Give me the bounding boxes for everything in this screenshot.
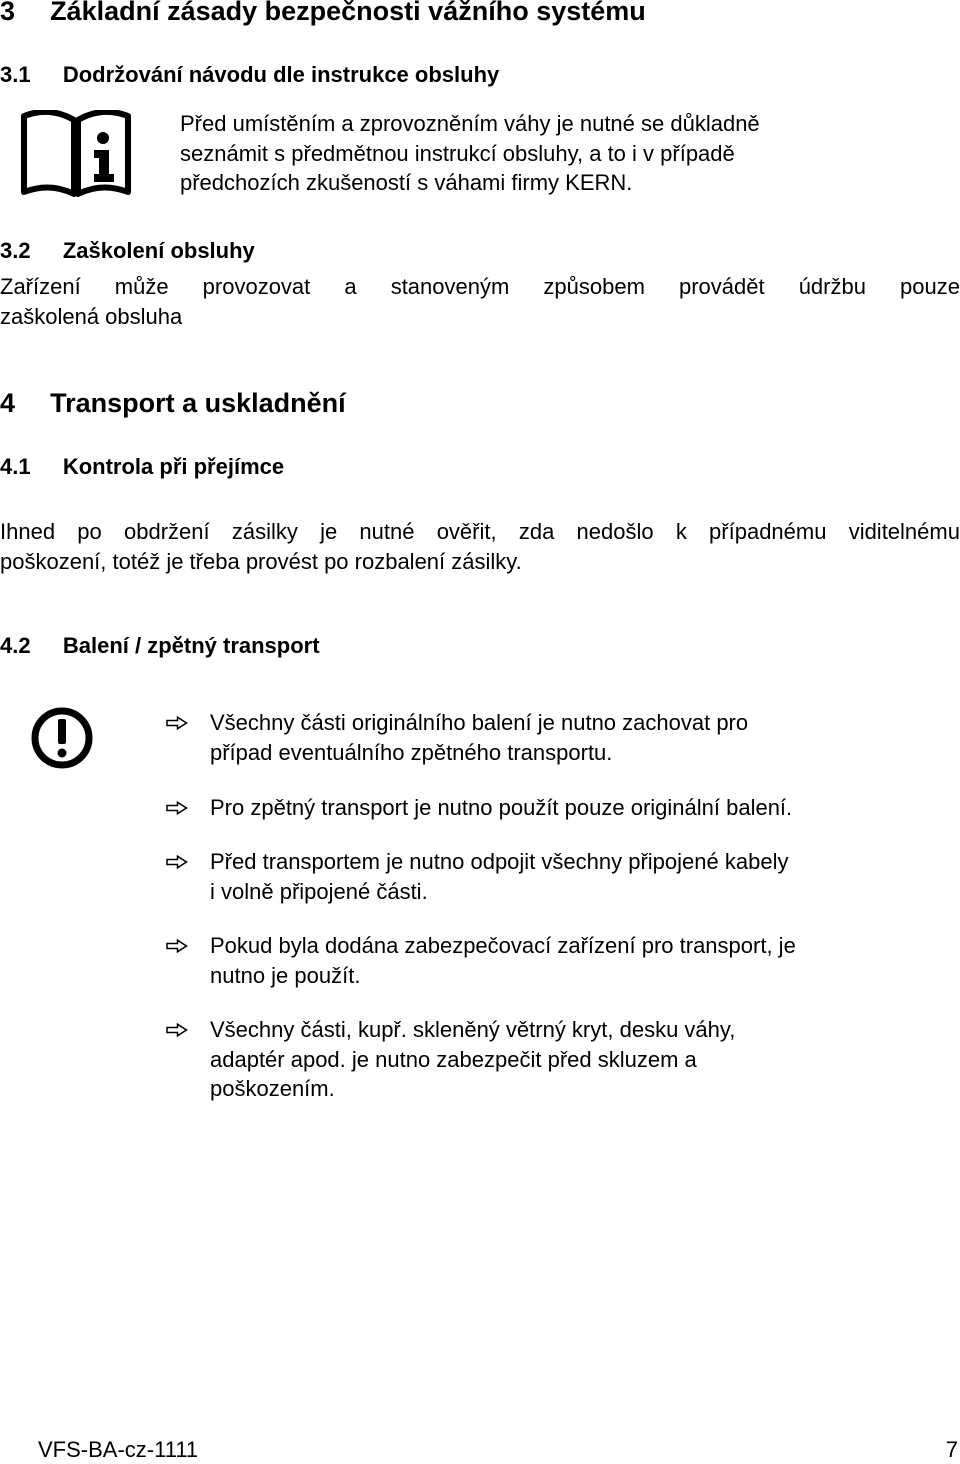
word: provozovat — [202, 274, 311, 299]
subsection-3-1-heading — [0, 62, 499, 88]
subsection-number: 3.1 — [0, 62, 31, 87]
section-number: 3 — [0, 0, 16, 26]
section-4-heading — [0, 388, 346, 419]
word: po — [77, 519, 102, 544]
subsection-number: 4.1 — [0, 454, 31, 479]
word: Ihned — [0, 519, 56, 544]
manual-info-icon — [20, 110, 132, 198]
subsection-title: Zaškolení obsluhy — [62, 238, 255, 263]
word: je — [320, 519, 338, 544]
subsection-3-2-heading — [0, 238, 255, 264]
list-item-line: Všechny části originálního balení je nutno zachovat pro — [210, 710, 749, 735]
word: může — [114, 274, 169, 299]
section-3-heading — [0, 0, 646, 27]
list-item-line: Pro zpětný transport je nutno použít pouze originální balení. — [210, 795, 793, 820]
footer-page-number: 7 — [945, 1437, 958, 1462]
subsection-title: Balení / zpětný transport — [62, 633, 320, 658]
arrow-bullet-icon — [166, 801, 188, 815]
word: nutné — [359, 519, 415, 544]
word: zásilky — [231, 519, 298, 544]
list-item-line: Všechny části, kupř. skleněný větrný kryt, desku váhy, — [210, 1017, 736, 1042]
arrow-bullet-icon — [166, 1023, 188, 1037]
word: a — [344, 274, 357, 299]
subsection-number: 3.2 — [0, 238, 31, 263]
list-item — [210, 847, 788, 906]
subsection-4-1-line-2: poškození, totéž je třeba provést po rozbalení zásilky. — [0, 549, 522, 574]
list-item — [210, 793, 792, 823]
subsection-title: Dodržování návodu dle instrukce obsluhy — [62, 62, 500, 87]
list-item — [210, 931, 796, 990]
subsection-4-1-line-1 — [0, 519, 960, 545]
word: provádět — [678, 274, 765, 299]
footer-doc-id: VFS-BA-cz-1111 — [38, 1437, 199, 1462]
list-item-line: adaptér apod. je nutno zabezpečit před skluzem a — [210, 1046, 697, 1072]
section-title: Základní zásady bezpečnosti vážního systému — [50, 0, 646, 26]
word: pouze — [900, 274, 960, 299]
word: k — [675, 519, 687, 544]
subsection-title: Kontrola při přejímce — [62, 454, 285, 479]
word: Zařízení — [0, 274, 81, 299]
subsection-3-2-line-1 — [0, 274, 960, 300]
arrow-bullet-icon — [166, 939, 188, 953]
paragraph-line: Před umístěním a zprovozněním váhy je nutné se důkladně — [180, 111, 760, 136]
word: nedošlo — [576, 519, 654, 544]
section-number: 4 — [0, 388, 16, 418]
list-item-line: nutno je použít. — [210, 962, 361, 988]
arrow-bullet-icon — [166, 855, 188, 869]
word: viditelnému — [848, 519, 960, 544]
subsection-4-1-heading — [0, 454, 284, 480]
subsection-3-1-paragraph — [180, 109, 760, 198]
word: obdržení — [123, 519, 210, 544]
word: zda — [518, 519, 555, 544]
list-item — [210, 1015, 735, 1104]
paragraph-line: seznámit s předmětnou instrukcí obsluhy, a to i v případě — [180, 140, 735, 166]
list-item-line: i volně připojené části. — [210, 878, 428, 904]
list-item-line: Před transportem je nutno odpojit všechny připojené kabely — [210, 849, 789, 874]
paragraph-line: předchozích zkušeností s váhami firmy KERN. — [180, 170, 633, 195]
subsection-number: 4.2 — [0, 633, 31, 658]
word: stanoveným — [390, 274, 510, 299]
arrow-bullet-icon — [166, 716, 188, 730]
list-item-line: případ eventuálního zpětného transportu. — [210, 739, 613, 765]
word: případnému — [709, 519, 827, 544]
list-item-line: poškozením. — [210, 1076, 335, 1101]
list-item — [210, 708, 748, 767]
subsection-4-2-heading — [0, 633, 320, 659]
list-item-line: Pokud byla dodána zabezpečovací zařízení pro transport, je — [210, 933, 796, 958]
subsection-3-2-line-2: zaškolená obsluha — [0, 304, 183, 329]
warning-icon — [30, 706, 94, 770]
word: ověřit, — [436, 519, 497, 544]
word: způsobem — [543, 274, 645, 299]
word: údržbu — [798, 274, 866, 299]
section-title: Transport a uskladnění — [50, 388, 346, 418]
